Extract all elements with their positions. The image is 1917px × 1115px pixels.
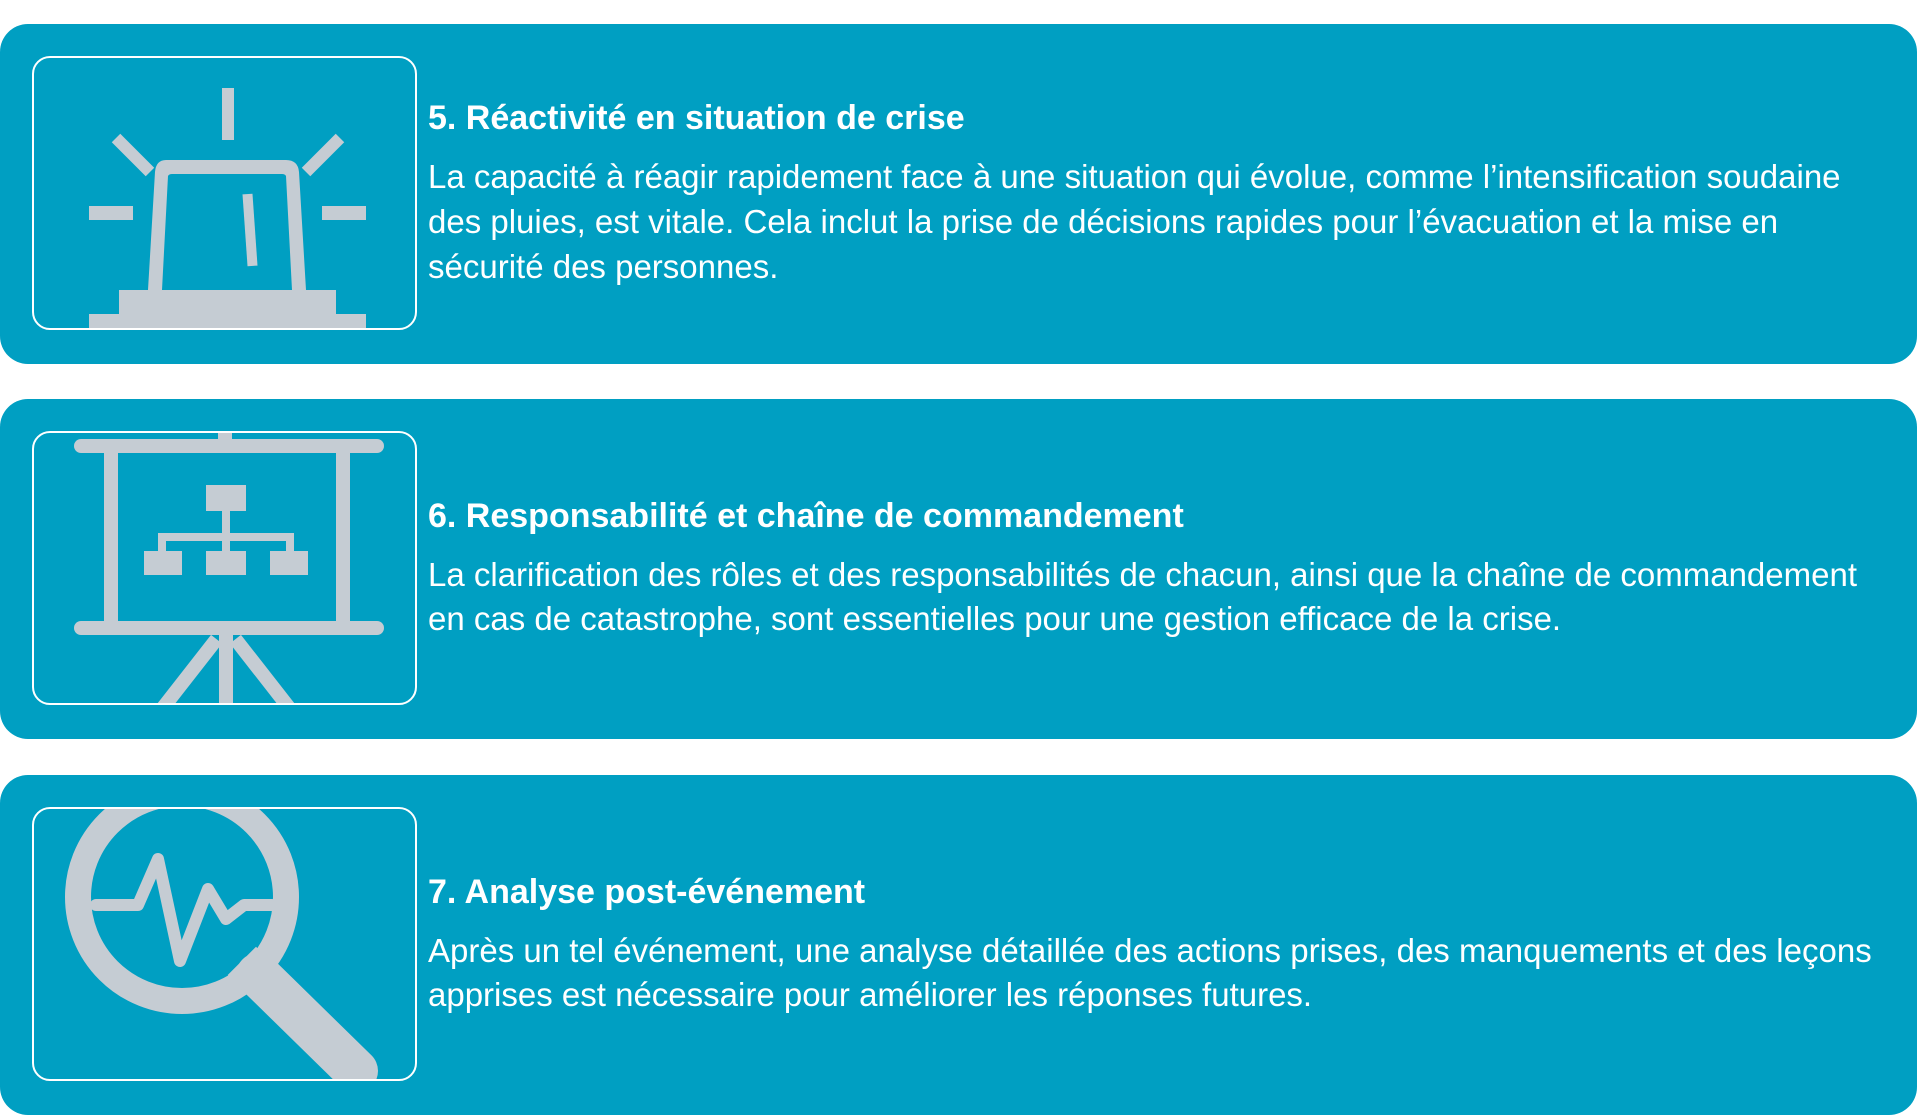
card-title: 5. Réactivité en situation de crise <box>428 99 965 138</box>
card-text <box>428 24 1898 364</box>
card-text <box>428 399 1898 739</box>
card-crisis-reactivity <box>0 24 1917 364</box>
card-text <box>428 775 1898 1115</box>
presentation-board-icon <box>34 433 417 705</box>
card-chain-of-command <box>0 399 1917 739</box>
siren-icon <box>34 58 417 330</box>
card-body: La clarification des rôles et des responsabilités de chacun, ainsi que la chaîne de commandement en cas de catastrophe, sont essentielles pour une gestion efficace de la crise. <box>428 555 1858 638</box>
icon-frame <box>32 431 417 705</box>
magnifier-pulse-icon <box>34 809 417 1081</box>
card-title: 6. Responsabilité et chaîne de commandement <box>428 496 1184 535</box>
card-body: La capacité à réagir rapidement face à une situation qui évolue, comme l’intensification soudaine des pluies, est vitale. Cela inclut la prise de décisions rapides pour l’évacuation et la mise en sécurité des personnes. <box>428 158 1841 285</box>
card-body: Après un tel événement, une analyse détaillée des actions prises, des manquements et des leçons apprises est nécessaire pour améliorer les réponses futures. <box>428 931 1872 1014</box>
icon-frame <box>32 56 417 330</box>
card-post-event-analysis <box>0 775 1917 1115</box>
card-title: 7. Analyse post-événement <box>428 872 866 911</box>
icon-frame <box>32 807 417 1081</box>
